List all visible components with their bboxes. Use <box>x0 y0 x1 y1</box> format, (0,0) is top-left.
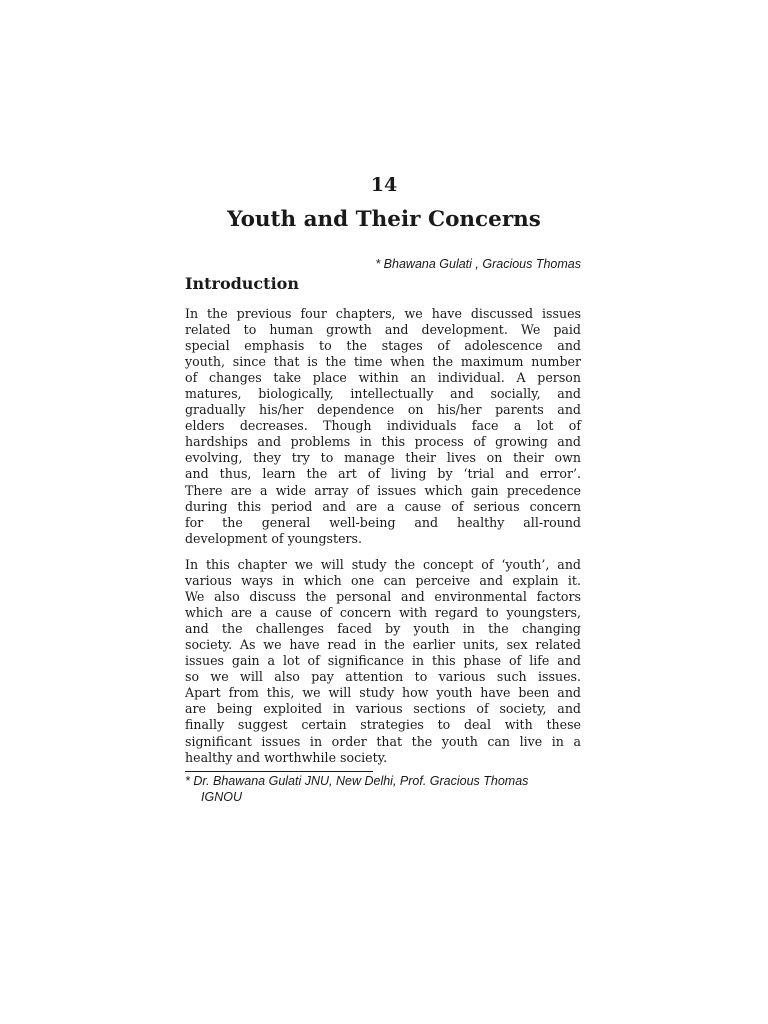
paragraph-line: of changes take place within an individual. A person <box>185 370 581 386</box>
paragraph-line: significant issues in order that the youth can live in a <box>185 733 581 749</box>
paragraph-line: In this chapter we will study the concept of ‘youth’, and <box>185 557 581 572</box>
paragraph-line: and the challenges faced by youth in the changing <box>185 621 581 637</box>
chapter-number: 14 <box>370 174 398 196</box>
paragraph-line: gradually his/her dependence on his/her parents and <box>185 402 581 418</box>
footnote-line: IGNOU <box>201 790 242 804</box>
paragraph-line: Apart from this, we will study how youth have been and <box>185 685 581 701</box>
paragraph-line: youth, since that is the time when the maximum number <box>185 354 581 370</box>
paragraph-line: finally suggest certain strategies to deal with these <box>185 717 581 733</box>
paragraph-line: evolving, they try to manage their lives on their own <box>185 450 581 466</box>
paragraph-line: related to human growth and development. We paid <box>185 322 581 338</box>
paragraph-line: various ways in which one can perceive and explain it. <box>185 573 581 589</box>
paragraph-line: which are a cause of concern with regard to youngsters, <box>185 605 581 621</box>
paragraph-line: development of youngsters. <box>185 530 363 546</box>
paragraph-line: for the general well-being and healthy all-round <box>185 514 581 530</box>
paragraph-line: In the previous four chapters, we have discussed issues <box>185 306 581 321</box>
chapter-title: Youth and Their Concerns <box>227 207 541 232</box>
section-heading: Introduction <box>185 274 299 293</box>
paragraph-line: so we will also pay attention to various such issues. <box>185 669 581 685</box>
paragraph-2 <box>185 557 581 766</box>
footnote-divider <box>185 771 373 772</box>
footnote <box>185 773 581 805</box>
paragraph-1 <box>185 306 581 547</box>
paragraph-line: special emphasis to the stages of adolescence and <box>185 338 581 354</box>
paragraph-line: issues gain a lot of significance in this phase of life and <box>185 653 581 669</box>
paragraph-line: There are a wide array of issues which gain precedence <box>185 482 581 498</box>
paragraph-line: and thus, learn the art of living by ‘trial and error’. <box>185 466 581 482</box>
paragraph-line: society. As we have read in the earlier units, sex related <box>185 637 581 653</box>
paragraph-line: healthy and worthwhile society. <box>185 749 388 765</box>
paragraph-line: matures, biologically, intellectually and socially, and <box>185 386 581 402</box>
paragraph-line: We also discuss the personal and environmental factors <box>185 589 581 605</box>
paragraph-line: hardships and problems in this process of growing and <box>185 434 581 450</box>
chapter-authors: * Bhawana Gulati , Gracious Thomas <box>375 257 581 271</box>
footnote-line: * Dr. Bhawana Gulati JNU, New Delhi, Prof. Gracious Thomas <box>185 774 529 788</box>
paragraph-line: elders decreases. Though individuals face a lot of <box>185 418 581 434</box>
paragraph-line: during this period and are a cause of serious concern <box>185 498 581 514</box>
paragraph-line: are being exploited in various sections of society, and <box>185 701 581 717</box>
